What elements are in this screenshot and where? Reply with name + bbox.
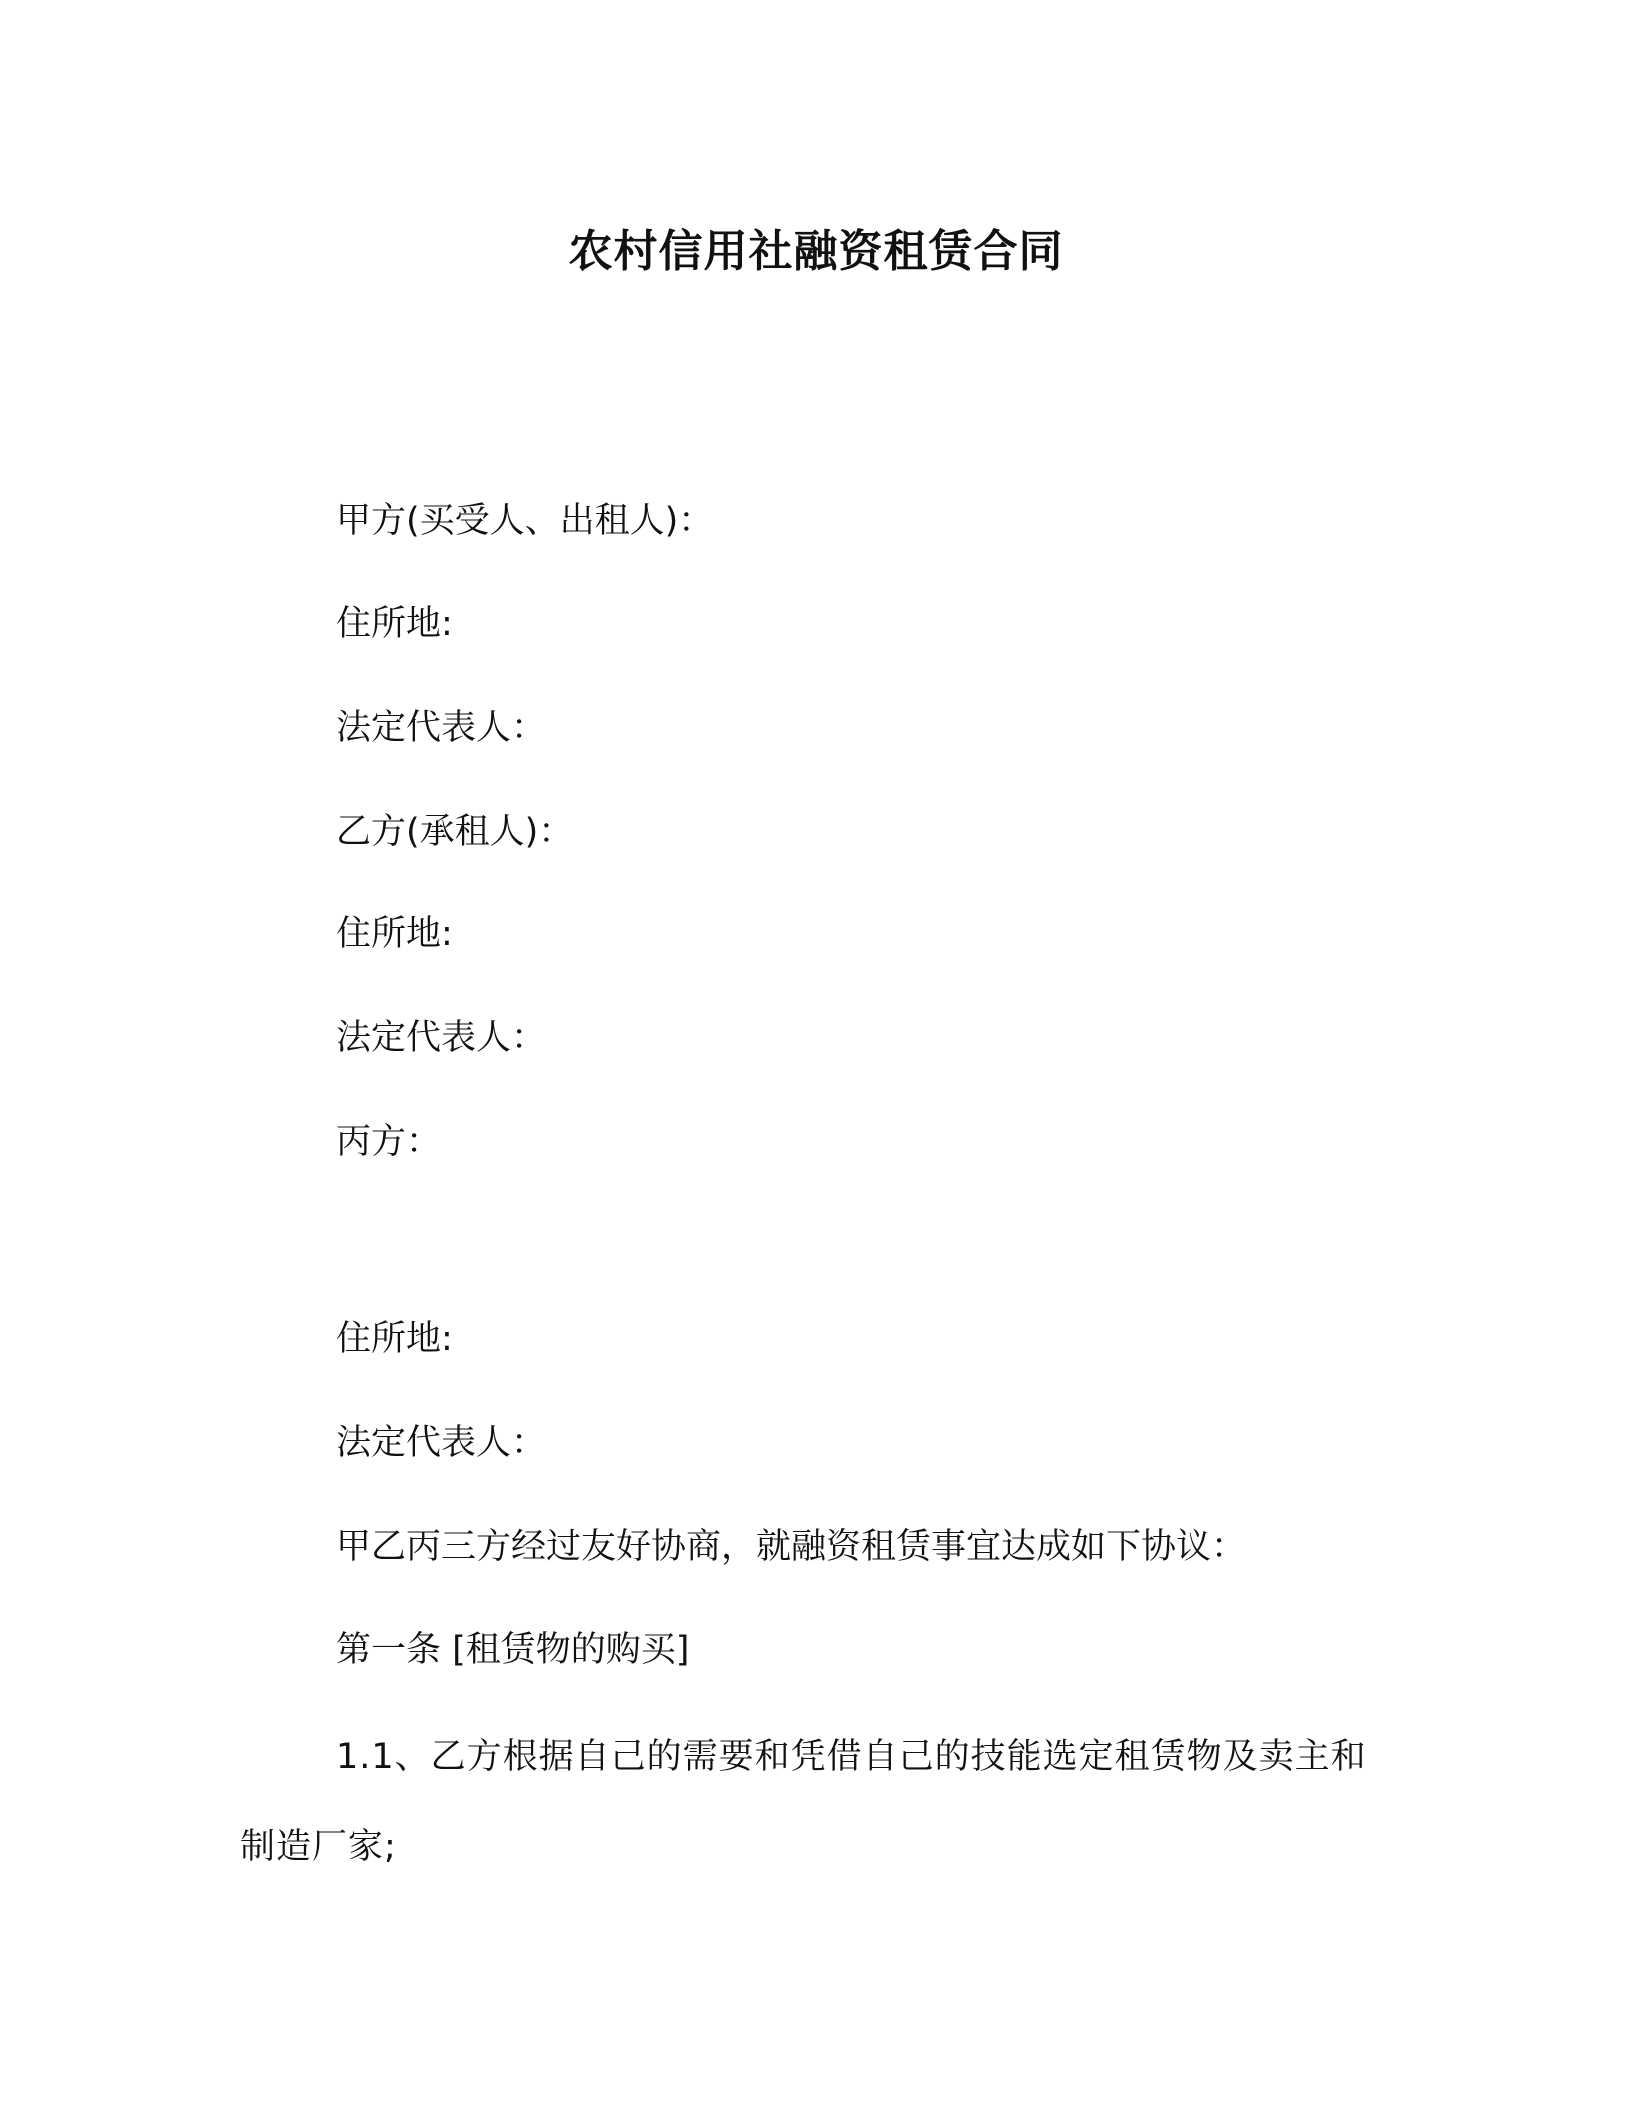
clause-1-1-paragraph: 1.1、乙方根据自己的需要和凭借自己的技能选定租赁物及卖主和制造厂家;: [240, 1737, 1367, 1867]
document-title: 农村信用社融资租赁合同: [568, 226, 1064, 277]
party-b-line: 乙方(承租人)：: [336, 812, 574, 852]
party-a-address-line: 住所地:: [336, 604, 453, 644]
party-c-line: 丙方：: [336, 1122, 442, 1162]
party-c-representative-line: 法定代表人：: [336, 1423, 547, 1463]
party-b-address-line: 住所地:: [336, 914, 453, 954]
party-a-line: 甲方(买受人、出租人)：: [336, 501, 714, 541]
party-c-address-line: 住所地:: [336, 1319, 453, 1359]
party-a-representative-line: 法定代表人：: [336, 708, 547, 748]
party-b-representative-line: 法定代表人：: [336, 1018, 547, 1058]
article-1-heading: 第一条 [租赁物的购买]: [336, 1630, 690, 1670]
agreement-intro-line: 甲乙丙三方经过友好协商，就融资租赁事宜达成如下协议：: [336, 1527, 1247, 1567]
